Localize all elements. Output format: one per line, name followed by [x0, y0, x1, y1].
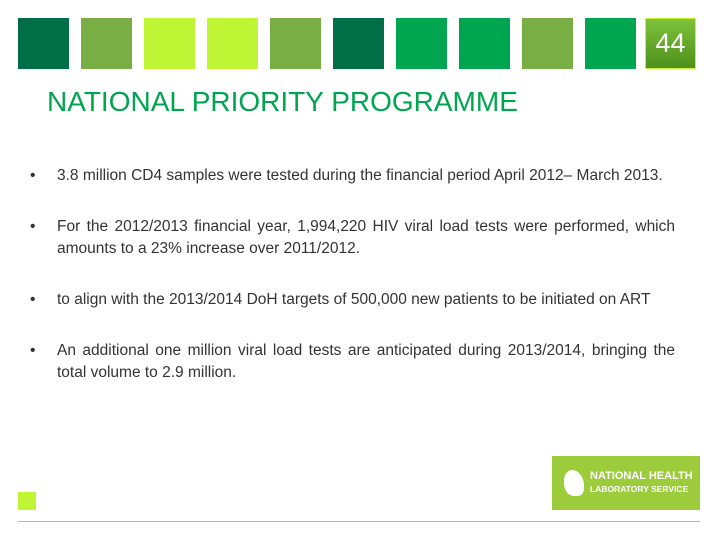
header-square: [396, 18, 447, 69]
slide-number: 44: [655, 28, 686, 58]
slide-number-badge: [645, 18, 696, 69]
logo-line-2: LABORATORY SERVICE: [590, 484, 689, 494]
bullet-item: [30, 340, 675, 384]
bullet-text: 3.8 million CD4 samples were tested during the financial period April 2012– March 2013.: [57, 167, 663, 184]
logo-line-1: NATIONAL HEALTH: [590, 470, 693, 482]
slide-title: NATIONAL PRIORITY PROGRAMME: [47, 86, 518, 117]
bullet-text: For the 2012/2013 financial year, 1,994,220 HIV viral load tests were performed, which amounts to a 23% increase over 2011/2012.: [57, 218, 675, 257]
bullet-list: [30, 165, 675, 413]
footer-divider: [18, 521, 700, 522]
header-square: [522, 18, 573, 69]
bullet-text: An additional one million viral load tests are anticipated during 2013/2014, bringing the total volume to 2.9 million.: [57, 342, 675, 381]
header-square: [270, 18, 321, 69]
header-square: [18, 18, 69, 69]
bullet-text: to align with the 2013/2014 DoH targets of 500,000 new patients to be initiated on ART: [57, 291, 651, 308]
nhls-logo: [552, 456, 700, 510]
header-square: [459, 18, 510, 69]
header-square: [333, 18, 384, 69]
header-square: [81, 18, 132, 69]
header-square: [144, 18, 195, 69]
bullet-item: [30, 216, 675, 260]
bullet-icon: •: [30, 342, 36, 359]
bullet-icon: •: [30, 218, 36, 235]
header-square: [207, 18, 258, 69]
bullet-icon: •: [30, 291, 36, 308]
bullet-item: [30, 289, 675, 311]
header-square: [585, 18, 636, 69]
bullet-item: [30, 165, 675, 187]
bullet-icon: •: [30, 167, 36, 184]
africa-map-icon: [564, 470, 584, 496]
footer-square: [18, 492, 36, 510]
